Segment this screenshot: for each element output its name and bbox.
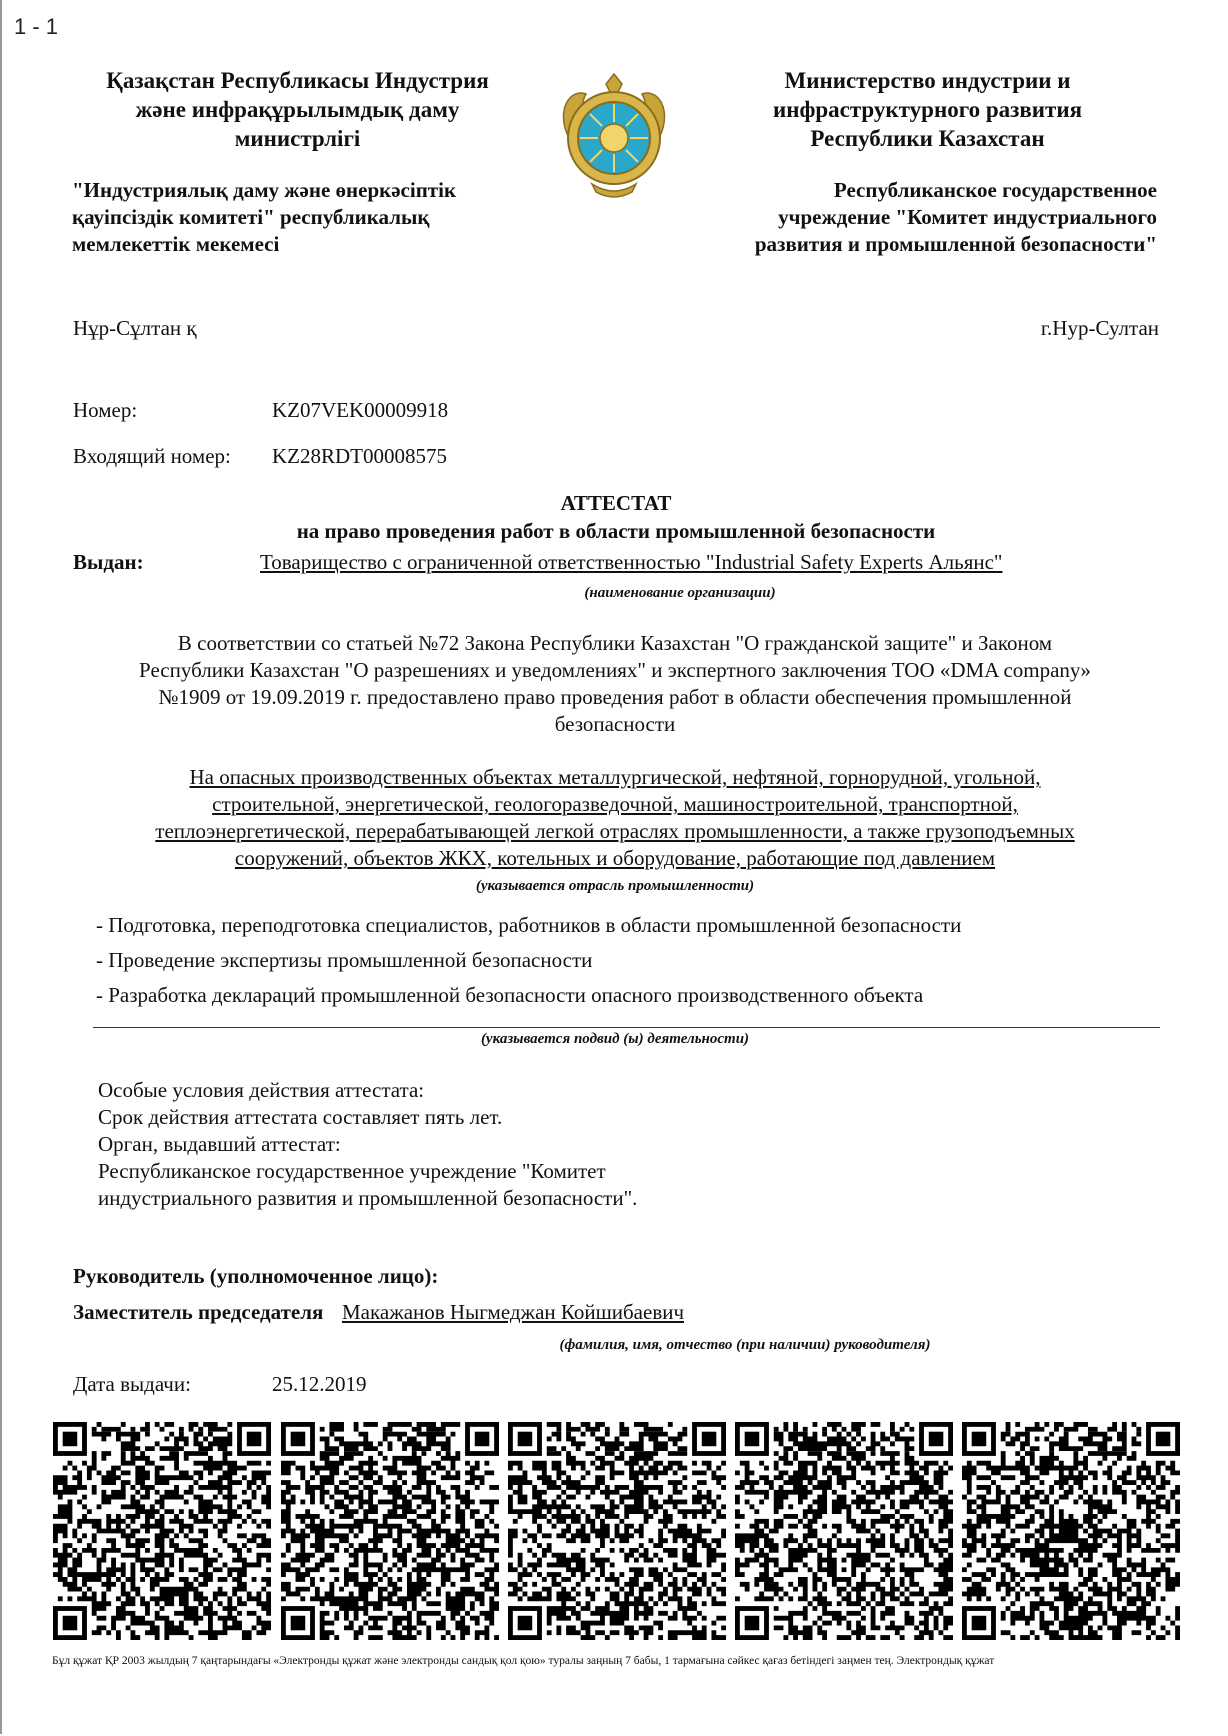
right-ministry-line: инфраструктурного развития (772, 97, 1083, 122)
industry-text (70, 764, 1160, 872)
condition-line: Особые условия действия аттестата: (98, 1078, 425, 1102)
qr-code-2 (281, 1422, 499, 1640)
signatory-position: Заместитель председателя (73, 1300, 324, 1324)
issued-label: Выдан: (73, 550, 144, 574)
activity-item: - Проведение экспертизы промышленной безопасности (96, 948, 593, 972)
activity-item: - Разработка деклараций промышленной безопасности опасного производственного объекта (96, 983, 924, 1007)
incoming-number-value: KZ28RDT00008575 (272, 444, 447, 468)
issue-date-label: Дата выдачи: (73, 1372, 191, 1396)
condition-line: Орган, выдавший аттестат: (98, 1132, 341, 1156)
basis-line: безопасности (554, 712, 676, 736)
condition-line: Срок действия аттестата составляет пять лет. (98, 1105, 503, 1129)
document-title: АТТЕСТАТ (560, 491, 672, 515)
activities-rule (93, 1027, 1160, 1028)
industry-line: строительной, энергетической, геологоразведочной, машиностроительной, транспортной, (212, 792, 1018, 816)
right-committee-line: развития и промышленной безопасности" (754, 232, 1157, 256)
page-label: 1 - 1 (14, 14, 59, 39)
issue-date-value: 25.12.2019 (272, 1372, 367, 1396)
left-ministry-line: және инфрақұрылымдық даму (135, 97, 460, 122)
qr-code-1 (53, 1422, 271, 1640)
activities-note: (указывается подвид (ы) деятельности) (480, 1031, 750, 1047)
left-committee-line: қауіпсіздік комитеті" республикалық (72, 205, 430, 229)
city-left: Нұр-Сұлтан қ (73, 316, 197, 340)
qr-code-4 (735, 1422, 953, 1640)
right-committee-title (640, 177, 1157, 258)
city-right: г.Нур-Султан (1040, 316, 1159, 340)
condition-line: Республиканское государственное учреждение "Комитет (98, 1159, 606, 1183)
organization-name: Товарищество с ограниченной ответственностью "Industrial Safety Experts Альянс" (260, 550, 1003, 574)
industry-line: теплоэнергетической, перерабатывающей легкой отраслях промышленности, а также грузоподъемных (155, 819, 1075, 843)
basis-line: В соответствии со статьей №72 Закона Республики Казахстан "О гражданской защите" и Законом (177, 631, 1053, 655)
right-ministry-line: Министерство индустрии и (784, 68, 1071, 93)
qr-code-5 (962, 1422, 1180, 1640)
signatory-name: Макажанов Ныгмеджан Койшибаевич (342, 1300, 685, 1324)
left-committee-title (72, 177, 542, 258)
right-ministry-line: Республики Казахстан (810, 126, 1045, 151)
left-ministry-line: министрлігі (234, 126, 361, 151)
legal-footer: Бұл құжат ҚР 2003 жылдың 7 қаңтарындағы «Электронды құжат және электронды сандық қол қою» туралы заңның 7 бабы, 1 тармағына сәйкес қағаз бетіндегі заңмен тең. Электрондық құжат (52, 1655, 995, 1667)
industry-line: сооружений, объектов ЖКХ, котельных и оборудование, работающие под давлением (234, 846, 996, 870)
left-committee-line: мемлекеттік мекемесі (72, 232, 280, 256)
number-value: KZ07VEK00009918 (272, 398, 449, 422)
signatory-heading: Руководитель (уполномоченное лицо): (73, 1264, 439, 1288)
left-ministry-line: Қазақстан Республикасы Индустрия (106, 68, 489, 93)
condition-line: индустриального развития и промышленной безопасности". (98, 1186, 638, 1210)
industry-line: На опасных производственных объектах металлургической, нефтяной, горнорудной, угольной, (189, 765, 1041, 789)
basis-text (70, 630, 1160, 738)
basis-line: Республики Казахстан "О разрешениях и уведомлениях" и экспертного заключения ТОО «DMA company» (139, 658, 1091, 682)
number-label: Номер: (73, 398, 138, 422)
basis-line: №1909 от 19.09.2019 г. предоставлено право проведения работ в области обеспечения промышленной (158, 685, 1072, 709)
activity-item: - Подготовка, переподготовка специалистов, работников в области промышленной безопасности (96, 913, 962, 937)
qr-code-3 (508, 1422, 726, 1640)
organization-note: (наименование организации) (584, 585, 776, 601)
right-committee-line: Республиканское государственное (833, 178, 1157, 202)
incoming-number-label: Входящий номер: (73, 444, 231, 468)
signatory-note: (фамилия, имя, отчество (при наличии) руководителя) (559, 1337, 931, 1353)
industry-note: (указывается отрасль промышленности) (475, 878, 755, 894)
left-committee-line: "Индустриялық даму және өнеркәсіптік (72, 178, 457, 202)
document-subtitle: на право проведения работ в области промышленной безопасности (296, 519, 936, 543)
right-ministry-title (700, 66, 1155, 153)
conditions-block (98, 1077, 898, 1212)
right-committee-line: учреждение "Комитет индустриального (778, 205, 1157, 229)
left-ministry-title (70, 66, 525, 153)
